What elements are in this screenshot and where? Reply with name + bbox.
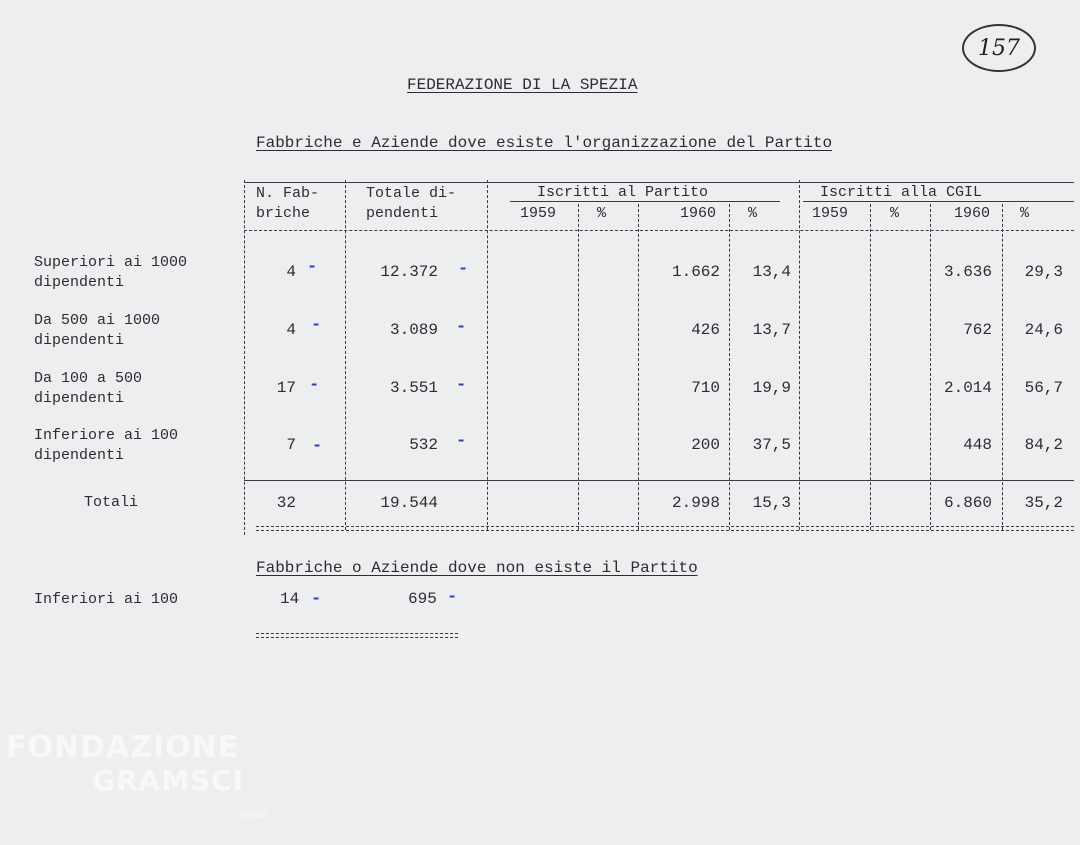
cell-cgil-1960: 448	[963, 436, 992, 454]
totals-partito-1960-pct: 15,3	[752, 494, 791, 512]
row-label-line1: Da 500 ai 1000	[34, 312, 161, 329]
col-rule	[729, 204, 730, 530]
cell-totale: 3.551	[389, 379, 438, 397]
annotation-dash: -	[456, 318, 467, 337]
col-rule	[930, 204, 931, 530]
second-totale: 695	[408, 590, 437, 608]
cell-nfab: 4	[286, 321, 296, 339]
totals-partito-1960: 2.998	[671, 494, 720, 512]
cell-totale: 532	[409, 436, 438, 454]
annotation-dash: -	[458, 260, 469, 279]
col-rule	[870, 204, 871, 530]
annotation-dash: -	[311, 590, 322, 609]
second-double-rule	[256, 633, 458, 638]
subheader-cgil-1959-pct: %	[890, 205, 900, 222]
row-label-line1: Superiori ai 1000	[34, 254, 188, 271]
cell-cgil-1960: 2.014	[943, 379, 992, 397]
cell-partito-1960: 710	[691, 379, 720, 397]
annotation-dash: -	[456, 432, 467, 451]
cell-cgil-1960-pct: 29,3	[1024, 263, 1063, 281]
cell-partito-1960: 426	[691, 321, 720, 339]
header-bottom-rule	[244, 230, 1074, 231]
cgil-group-rule	[803, 201, 1074, 202]
subheader-partito-1959-pct: %	[597, 205, 607, 222]
cell-totale: 3.089	[389, 321, 438, 339]
row-label-line2: dipendenti	[34, 447, 125, 464]
watermark-line3: onlus	[238, 808, 268, 821]
cell-partito-1960: 1.662	[671, 263, 720, 281]
annotation-dash: -	[311, 316, 322, 335]
cell-cgil-1960-pct: 84,2	[1024, 436, 1063, 454]
annotation-dash: -	[309, 376, 320, 395]
subheader-partito-1960-pct: %	[748, 205, 758, 222]
cell-cgil-1960-pct: 56,7	[1024, 379, 1063, 397]
annotation-dash: -	[307, 258, 318, 277]
cell-nfab: 4	[286, 263, 296, 281]
totals-top-rule	[244, 480, 1074, 481]
cell-cgil-1960: 762	[963, 321, 992, 339]
totals-totale: 19.544	[380, 494, 438, 512]
col-rule	[799, 180, 800, 530]
subheader-cgil-1959: 1959	[812, 205, 849, 222]
cell-cgil-1960: 3.636	[943, 263, 992, 281]
header-nfab-2: briche	[256, 205, 311, 222]
row-label-line2: dipendenti	[34, 332, 125, 349]
cell-nfab: 7	[286, 436, 296, 454]
col-rule	[345, 180, 346, 530]
annotation-dash: -	[447, 588, 458, 607]
header-totale-2: pendenti	[366, 205, 439, 222]
totals-label: Totali	[84, 494, 139, 511]
totals-cgil-1960: 6.860	[943, 494, 992, 512]
header-iscritti-cgil: Iscritti alla CGIL	[820, 184, 983, 201]
cell-partito-1960: 200	[691, 436, 720, 454]
table-bottom-double-rule	[256, 526, 1074, 531]
col-rule	[244, 180, 245, 535]
col-rule	[638, 204, 639, 530]
table-title: Fabbriche e Aziende dove esiste l'organizzazione del Partito	[256, 134, 833, 152]
partito-group-rule	[510, 201, 780, 202]
row-label-line2: dipendenti	[34, 390, 125, 407]
totals-nfab: 32	[276, 494, 296, 512]
second-nfab: 14	[280, 590, 300, 608]
cell-partito-1960-pct: 13,7	[752, 321, 791, 339]
col-rule	[578, 204, 579, 530]
cell-cgil-1960-pct: 24,6	[1024, 321, 1063, 339]
totals-cgil-1960-pct: 35,2	[1024, 494, 1063, 512]
cell-partito-1960-pct: 37,5	[752, 436, 791, 454]
col-rule	[1002, 204, 1003, 530]
header-nfab-1: N. Fab-	[256, 185, 320, 202]
table-top-rule	[244, 182, 1074, 183]
row-label-line1: Da 100 a 500	[34, 370, 143, 387]
row-label-line1: Inferiore ai 100	[34, 427, 179, 444]
cell-partito-1960-pct: 13,4	[752, 263, 791, 281]
cell-partito-1960-pct: 19,9	[752, 379, 791, 397]
subheader-partito-1959: 1959	[520, 205, 557, 222]
annotation-dash: -	[456, 376, 467, 395]
second-section-title: Fabbriche o Aziende dove non esiste il Partito	[256, 559, 698, 577]
header-iscritti-partito: Iscritti al Partito	[537, 184, 709, 201]
page-number: 157	[978, 35, 1020, 61]
subheader-partito-1960: 1960	[680, 205, 717, 222]
annotation-dash: -	[312, 437, 323, 456]
document-title: FEDERAZIONE DI LA SPEZIA	[407, 76, 638, 94]
col-rule	[487, 180, 488, 530]
cell-totale: 12.372	[380, 263, 438, 281]
subheader-cgil-1960: 1960	[954, 205, 991, 222]
watermark-line1: FONDAZIONE	[6, 730, 240, 765]
subheader-cgil-1960-pct: %	[1020, 205, 1030, 222]
page-number-stamp	[962, 24, 1036, 72]
second-row-label: Inferiori ai 100	[34, 591, 179, 608]
watermark-line2: GRAMSCI	[92, 764, 245, 797]
header-totale-1: Totale di-	[366, 185, 457, 202]
cell-nfab: 17	[276, 379, 296, 397]
row-label-line2: dipendenti	[34, 274, 125, 291]
